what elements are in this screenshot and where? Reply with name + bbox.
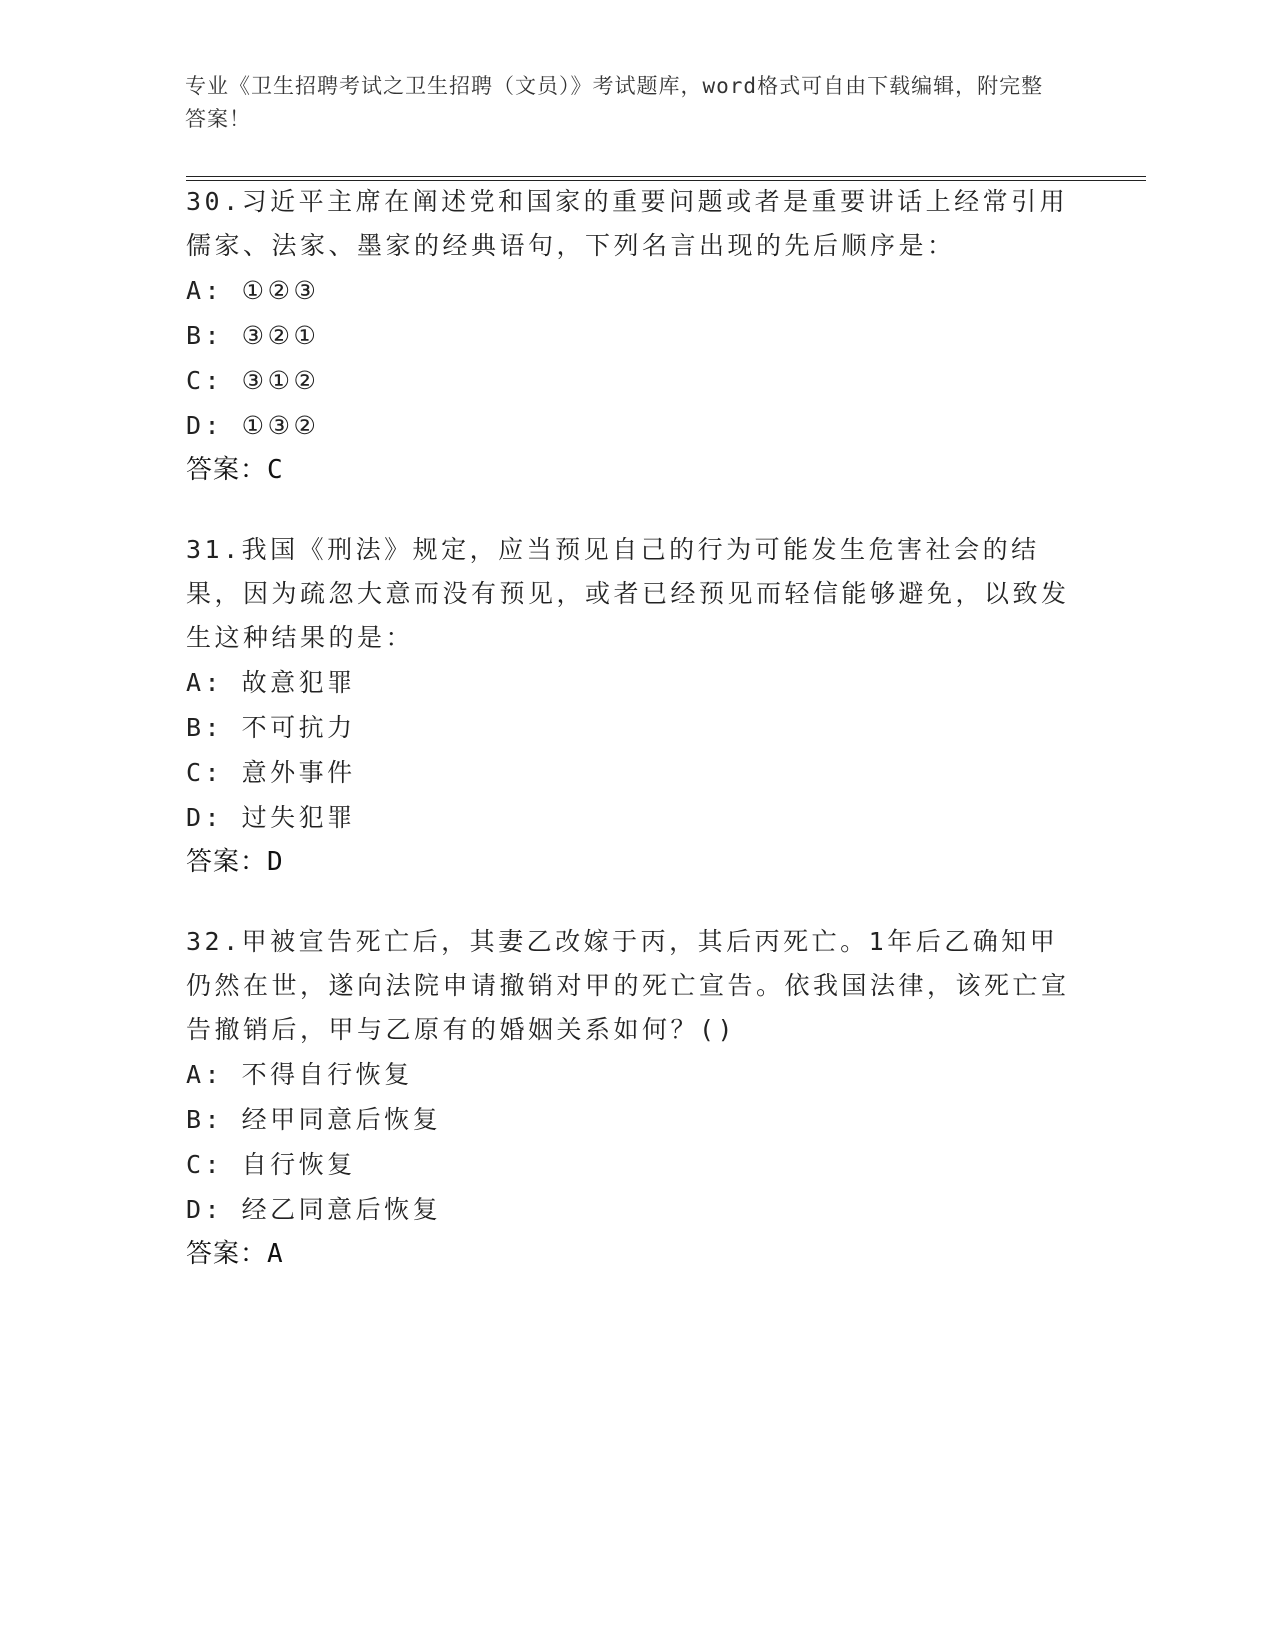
answer-line	[186, 1232, 1086, 1276]
option-a: A: 不得自行恢复	[186, 1060, 413, 1089]
option-b: B: 不可抗力	[186, 713, 356, 742]
question-stem: 32.甲被宣告死亡后，其妻乙改嫁于丙，其后丙死亡。1年后乙确知甲仍然在世，遂向法院申请撤销对甲的死亡宣告。依我国法律，该死亡宣告撤销后，甲与乙原有的婚姻关系如何？()	[186, 927, 1070, 1044]
option-d: D: 过失犯罪	[186, 803, 356, 832]
option-a: A: 故意犯罪	[186, 668, 356, 697]
option-b: B: 经甲同意后恢复	[186, 1105, 442, 1134]
answer-label: 答案：	[186, 1239, 268, 1269]
option-a: A: ①②③	[186, 276, 320, 305]
option-c: C: ③①②	[186, 366, 320, 395]
answer-line	[186, 448, 1086, 492]
page-header: 专业《卫生招聘考试之卫生招聘（文员）》考试题库，word格式可自由下载编辑，附完整答案！	[185, 74, 1044, 131]
option-d: D: ①③②	[186, 411, 320, 440]
question-32	[186, 920, 1086, 1276]
answer-key: D	[267, 847, 284, 877]
question-stem: 30.习近平主席在阐述党和国家的重要问题或者是重要讲话上经常引用儒家、法家、墨家的经典语句，下列名言出现的先后顺序是：	[186, 187, 1069, 260]
question-31	[186, 528, 1086, 884]
answer-key: A	[267, 1239, 284, 1269]
answer-label: 答案：	[186, 455, 268, 485]
answer-key: C	[267, 455, 284, 485]
answer-label: 答案：	[186, 847, 268, 877]
option-d: D: 经乙同意后恢复	[186, 1195, 442, 1224]
option-c: C: 自行恢复	[186, 1150, 356, 1179]
option-b: B: ③②①	[186, 321, 320, 350]
option-c: C: 意外事件	[186, 758, 356, 787]
question-30	[186, 180, 1086, 492]
question-stem: 31.我国《刑法》规定，应当预见自己的行为可能发生危害社会的结果，因为疏忽大意而没有预见，或者已经预见而轻信能够避免，以致发生这种结果的是：	[186, 535, 1070, 652]
answer-line	[186, 840, 1086, 884]
